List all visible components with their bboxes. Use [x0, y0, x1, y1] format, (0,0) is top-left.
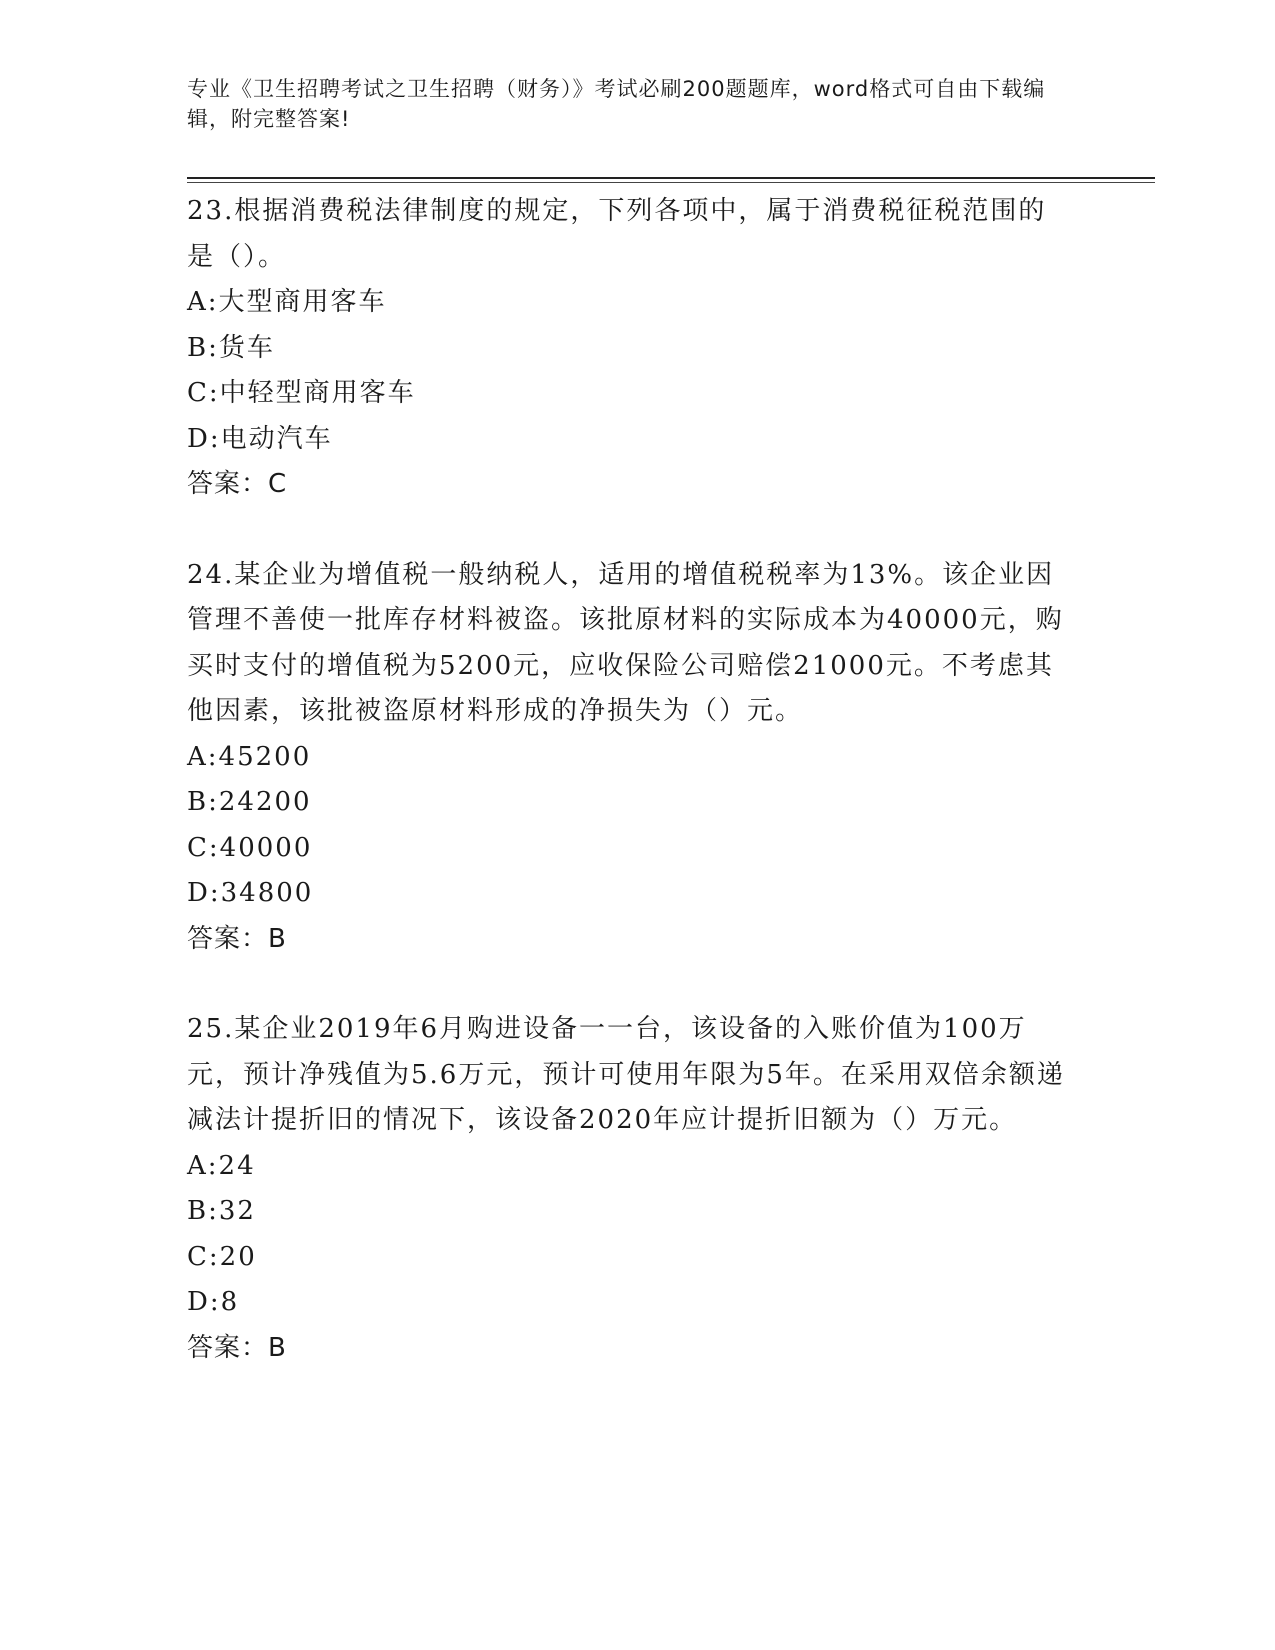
header-divider-thin — [187, 182, 1155, 183]
answer-line: 答案：B — [187, 923, 287, 954]
option-a: A:24 — [187, 1150, 256, 1181]
question-stem: 25.某企业2019年6月购进设备一一台，该设备的入账价值为100万元，预计净残值为5.6万元，预计可使用年限为5年。在采用双倍余额递减法计提折旧的情况下，该设备2020年应计提折旧额为（）万元。 — [187, 1014, 1065, 1135]
question-24 — [187, 553, 1067, 963]
header-divider-thick — [187, 177, 1155, 179]
option-d: D:34800 — [187, 878, 314, 908]
option-d: D:电动汽车 — [187, 423, 333, 454]
question-list — [187, 189, 1067, 1371]
option-b: B:货车 — [187, 332, 275, 363]
answer-line: 答案：C — [187, 469, 288, 499]
option-b: B:24200 — [187, 787, 312, 817]
document-header: 专业《卫生招聘考试之卫生招聘（财务）》考试必刷200题题库，word格式可自由下载编辑，附完整答案! — [187, 77, 1046, 131]
option-a: A:大型商用客车 — [187, 287, 387, 317]
answer-line: 答案：B — [187, 1332, 287, 1363]
question-spacer — [187, 962, 1067, 1007]
option-c: C:中轻型商用客车 — [187, 378, 416, 408]
question-spacer — [187, 508, 1067, 553]
option-a: A:45200 — [187, 741, 312, 772]
option-c: C:20 — [187, 1241, 257, 1272]
question-stem: 24.某企业为增值税一般纳税人，适用的增值税税率为13%。该企业因管理不善使一批库存材料被盗。该批原材料的实际成本为40000元，购买时支付的增值税为5200元，应收保险公司赔偿21000元。不考虑其他因素，该批被盗原材料形成的净损失为（）元。 — [187, 559, 1064, 726]
option-b: B:32 — [187, 1196, 256, 1226]
option-d: D:8 — [187, 1287, 240, 1317]
question-25 — [187, 1007, 1067, 1371]
question-stem: 23.根据消费税法律制度的规定，下列各项中，属于消费税征税范围的是（）。 — [187, 196, 1047, 272]
question-23 — [187, 189, 1067, 508]
option-c: C:40000 — [187, 832, 313, 863]
